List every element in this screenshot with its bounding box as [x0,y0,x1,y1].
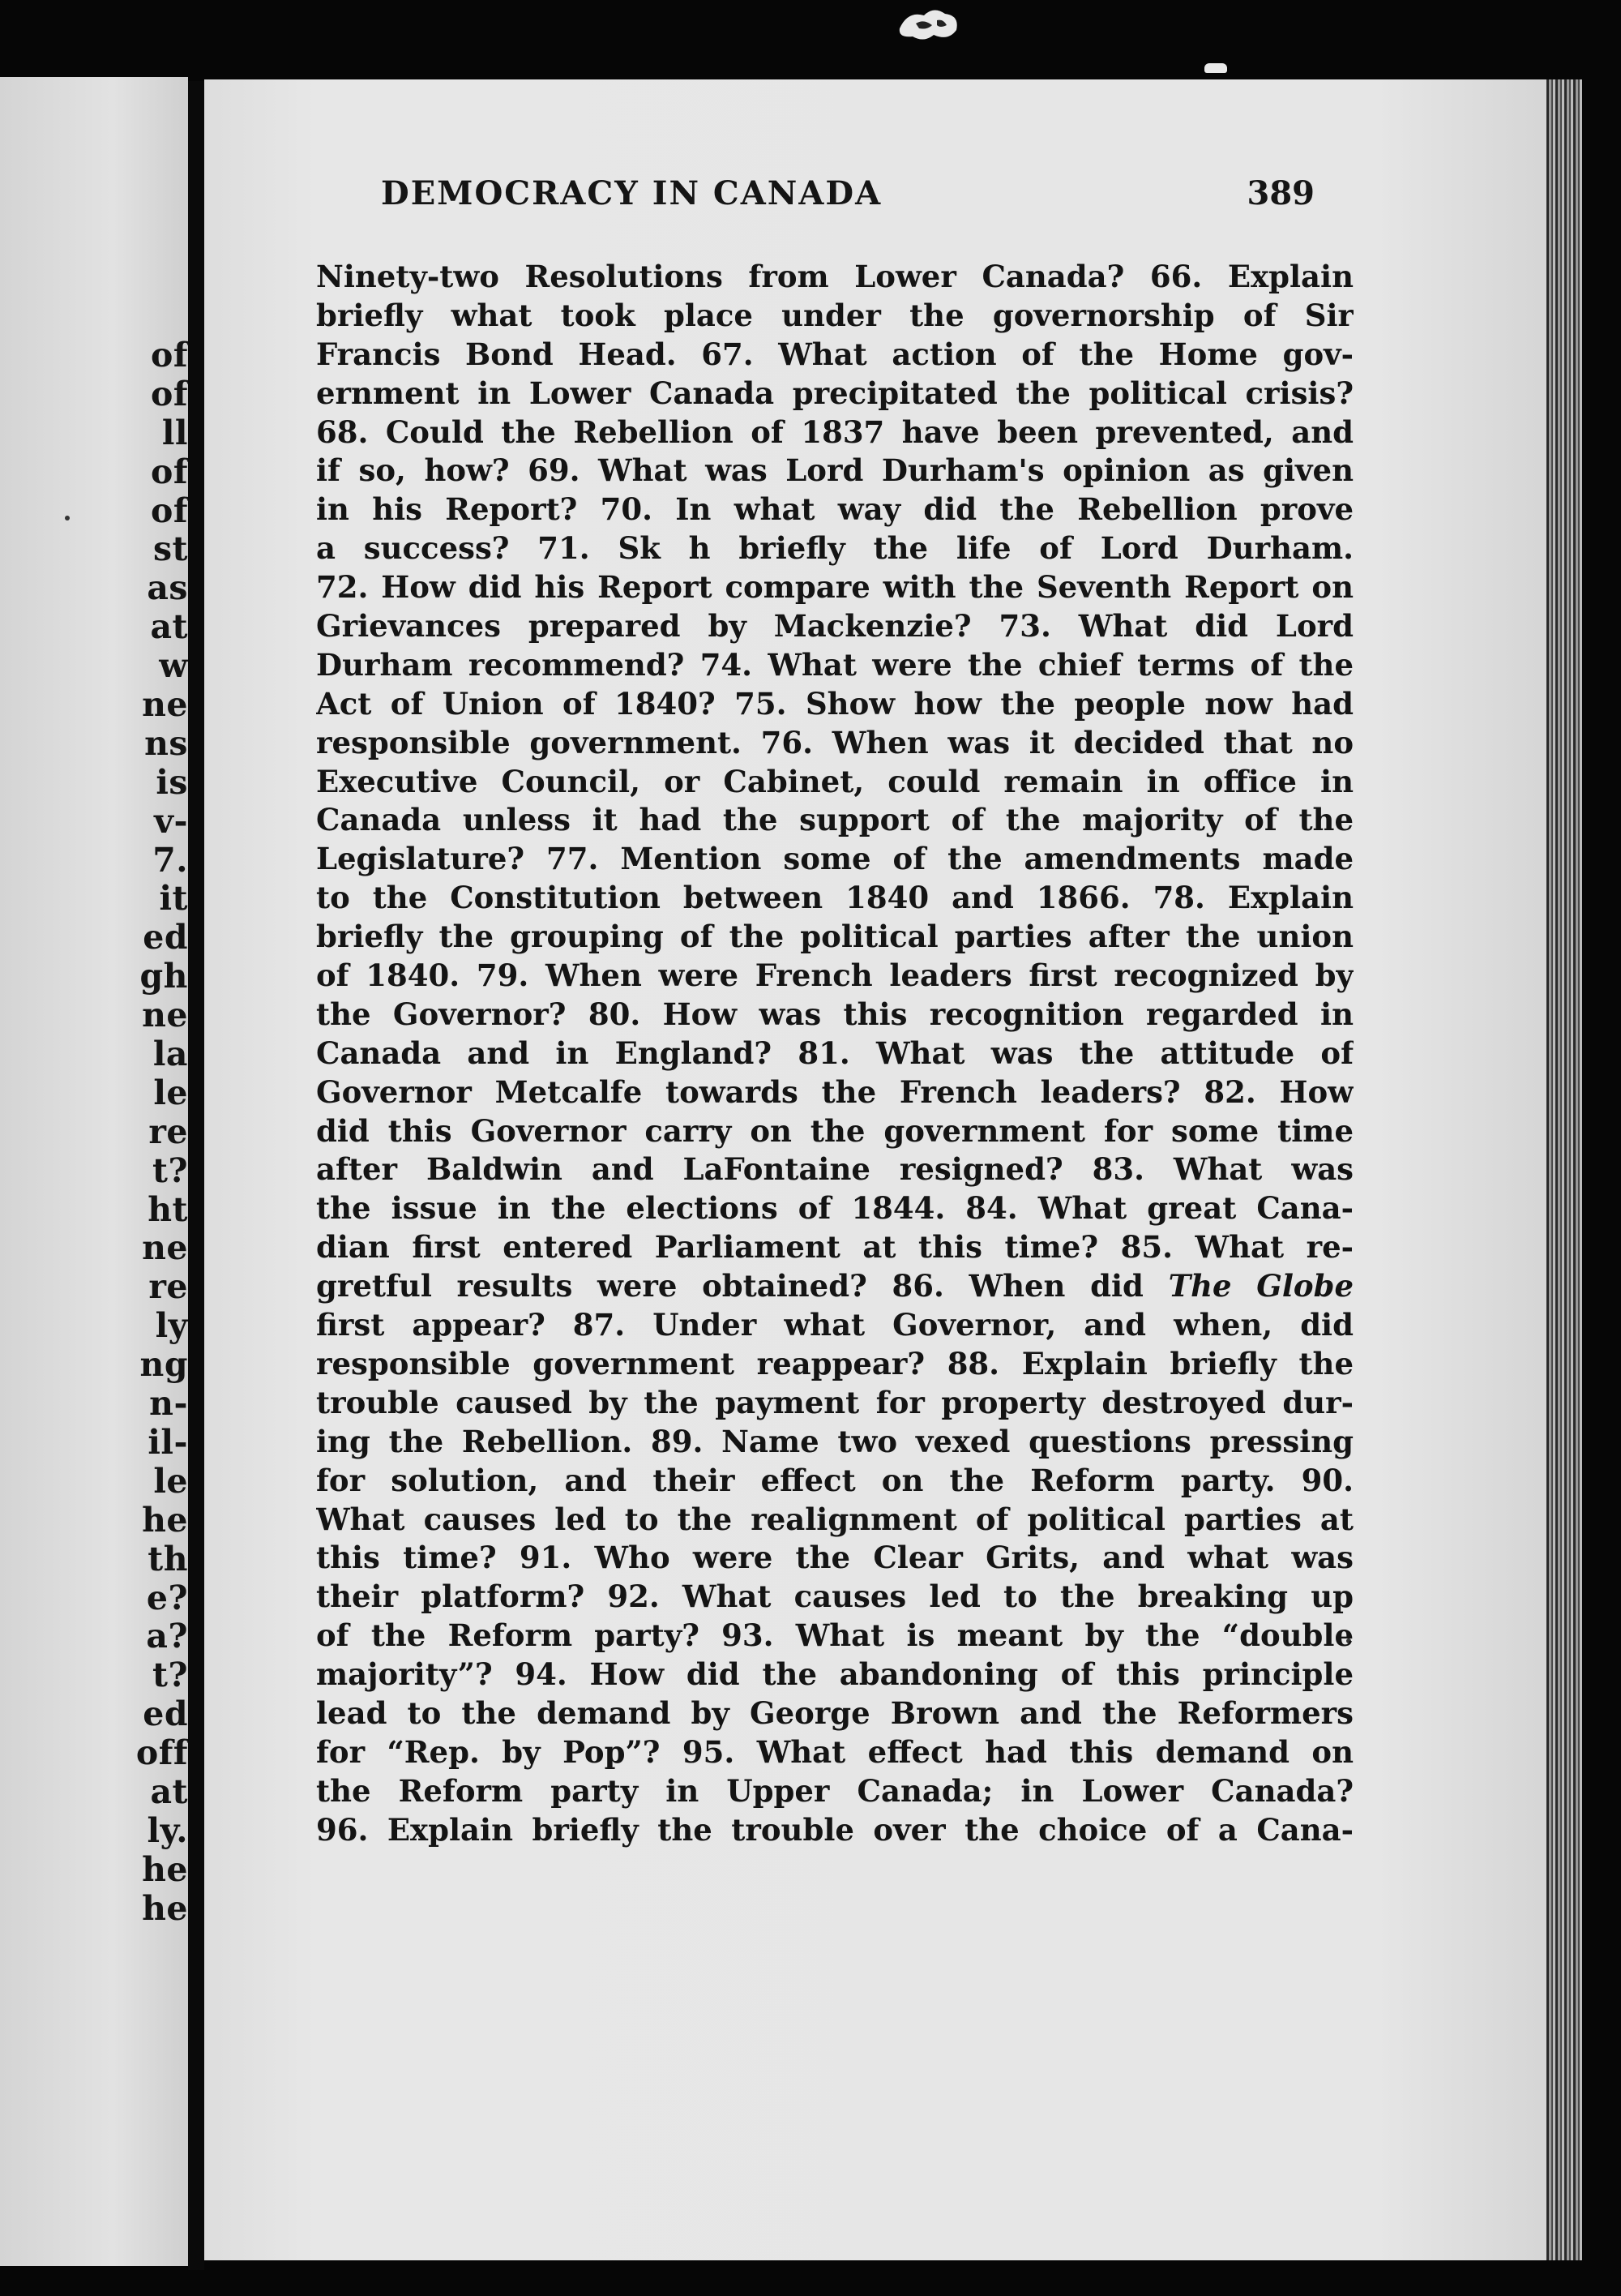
text-line: ernment in Lower Canada precipitated the political crisis? [316,375,1354,411]
text-line: 96. Explain briefly the trouble over the choice of a Cana- [316,1811,1354,1848]
text-line: Legislature? 77. Mention some of the amendments made [316,841,1354,877]
text-line: to the Constitution between 1840 and 1866. 78. Explain [316,880,1354,916]
text-line: first appear? 87. Under what Governor, and when, did [316,1307,1354,1343]
text-line: trouble caused by the payment for property destroyed dur- [316,1384,1354,1420]
facing-page-fragment: ne [142,1229,188,1268]
facing-page-fragment: re [148,1112,188,1151]
text-line: their platform? 92. What causes led to the breaking up [316,1578,1354,1615]
facing-page-fragment: la [152,1035,188,1074]
facing-page-fragment: ly. [147,1811,188,1850]
text-line: 72. How did his Report compare with the Seventh Report on [316,569,1354,606]
text-line: Francis Bond Head. 67. What action of the Home gov- [316,336,1354,372]
body-text [316,258,1354,1850]
facing-page-fragment: n- [149,1385,188,1424]
text-line: if so, how? 69. What was Lord Durham's opinion as given [316,452,1354,489]
facing-page-fragment: ly [155,1307,188,1346]
facing-page-fragment: a? [146,1617,188,1656]
text-line: for “Rep. by Pop”? 95. What effect had this demand on [316,1733,1354,1770]
facing-page-fragment: he [142,1501,188,1540]
facing-page-fragment: w [159,647,188,686]
facing-page-fragment: of [151,336,188,375]
facing-page [0,77,188,2266]
text-line: did this Governor carry on the government for some time [316,1112,1354,1149]
scan-dust-speck [65,516,70,520]
facing-page-fragment: is [156,763,188,802]
text-line: the Governor? 80. How was this recognition regarded in [316,996,1354,1032]
text-line: ing the Rebellion. 89. Name two vexed questions pressing [316,1423,1354,1459]
facing-page-fragment: of [151,491,188,530]
facing-page-fragment: at [150,608,188,647]
page-stack-edge [1546,79,1582,2260]
text-line: of 1840. 79. When were French leaders first recognized by [316,957,1354,994]
text-line: dian first entered Parliament at this time? 85. What re- [316,1229,1354,1266]
text-line: Canada and in England? 81. What was the attitude of [316,1034,1354,1071]
facing-page-fragment: e? [146,1578,188,1617]
text-line: Grievances prepared by Mackenzie? 73. What did Lord [316,608,1354,645]
facing-page-fragment: re [148,1268,188,1307]
text-line: briefly what took place under the governorship of Sir [316,297,1354,333]
facing-page-fragment: ne [142,996,188,1035]
text-line: after Baldwin and LaFontaine resigned? 83. What was [316,1151,1354,1188]
facing-page-fragment: at [150,1772,188,1811]
facing-page-fragment: ng [139,1346,188,1385]
facing-page-fragment: ne [142,686,188,725]
facing-page-fragment: of [151,375,188,413]
facing-page-fragment: le [153,1073,188,1112]
text-line: in his Report? 70. In what way did the Rebellion prove [316,491,1354,528]
text-line: Executive Council, or Cabinet, could remain in office in [316,763,1354,799]
running-title: DEMOCRACY IN CANADA [381,174,883,212]
text-line: gretful results were obtained? 86. When did The Globe [316,1268,1354,1304]
text-line: responsible government reappear? 88. Explain briefly the [316,1345,1354,1381]
text-line: Governor Metcalfe towards the French leaders? 82. How [316,1073,1354,1110]
facing-page-fragment: he [142,1850,188,1889]
text-line: Canada unless it had the support of the majority of the [316,802,1354,838]
facing-page-fragment: ns [144,724,188,763]
facing-page-fragment: th [148,1540,188,1578]
text-line: responsible government. 76. When was it decided that no [316,724,1354,760]
text-line: Durham recommend? 74. What were the chief terms of the [316,646,1354,683]
facing-page-fragment: ed [143,1695,188,1734]
text-line: What causes led to the realignment of political parties at [316,1501,1354,1537]
scan-artifact-blot [892,4,964,45]
facing-page-fragment: t? [152,1151,188,1190]
facing-page-fragment: gh [139,957,188,996]
facing-page-fragment: off [135,1734,188,1773]
page-number: 389 [1247,174,1315,212]
text-line: a success? 71. Sk h briefly the life of Lord Durham. [316,530,1354,567]
facing-page-fragment: t? [152,1656,188,1695]
text-line: Act of Union of 1840? 75. Show how the people now had [316,685,1354,722]
text-line: the Reform party in Upper Canada; in Lower Canada? [316,1772,1354,1809]
newspaper-title: The Globe [1168,1268,1354,1304]
facing-page-fragment: ht [148,1190,188,1229]
text-line: lead to the demand by George Brown and the Reformers [316,1694,1354,1731]
text-line: for solution, and their effect on the Reform party. 90. [316,1462,1354,1498]
facing-page-text-fragments [131,336,188,1929]
text-line: of the Reform party? 93. What is meant by the “double [316,1617,1354,1654]
facing-page-fragment: il- [148,1423,188,1462]
text-line: briefly the grouping of the political parties after the union [316,919,1354,955]
scan-artifact-speck [1204,63,1227,73]
facing-page-fragment: ll [161,413,188,452]
facing-page-fragment: 7. [152,841,188,880]
text-line: Ninety-two Resolutions from Lower Canada? 66. Explain [316,259,1354,294]
facing-page-fragment: ed [143,919,188,957]
text-line: this time? 91. Who were the Clear Grits, and what was [316,1540,1354,1576]
facing-page-fragment: st [152,530,188,569]
text-line: 68. Could the Rebellion of 1837 have been prevented, and [316,413,1354,450]
text-line: the issue in the elections of 1844. 84. What great Cana- [316,1190,1354,1227]
facing-page-fragment: he [142,1889,188,1928]
facing-page-fragment: it [159,880,188,919]
book-gutter [188,81,204,2270]
running-head [381,174,1354,223]
facing-page-fragment: v- [154,802,188,841]
text-line: majority”? 94. How did the abandoning of this principle [316,1656,1354,1693]
facing-page-fragment: as [147,569,188,608]
facing-page-fragment: le [153,1462,188,1501]
facing-page-fragment: of [151,452,188,491]
